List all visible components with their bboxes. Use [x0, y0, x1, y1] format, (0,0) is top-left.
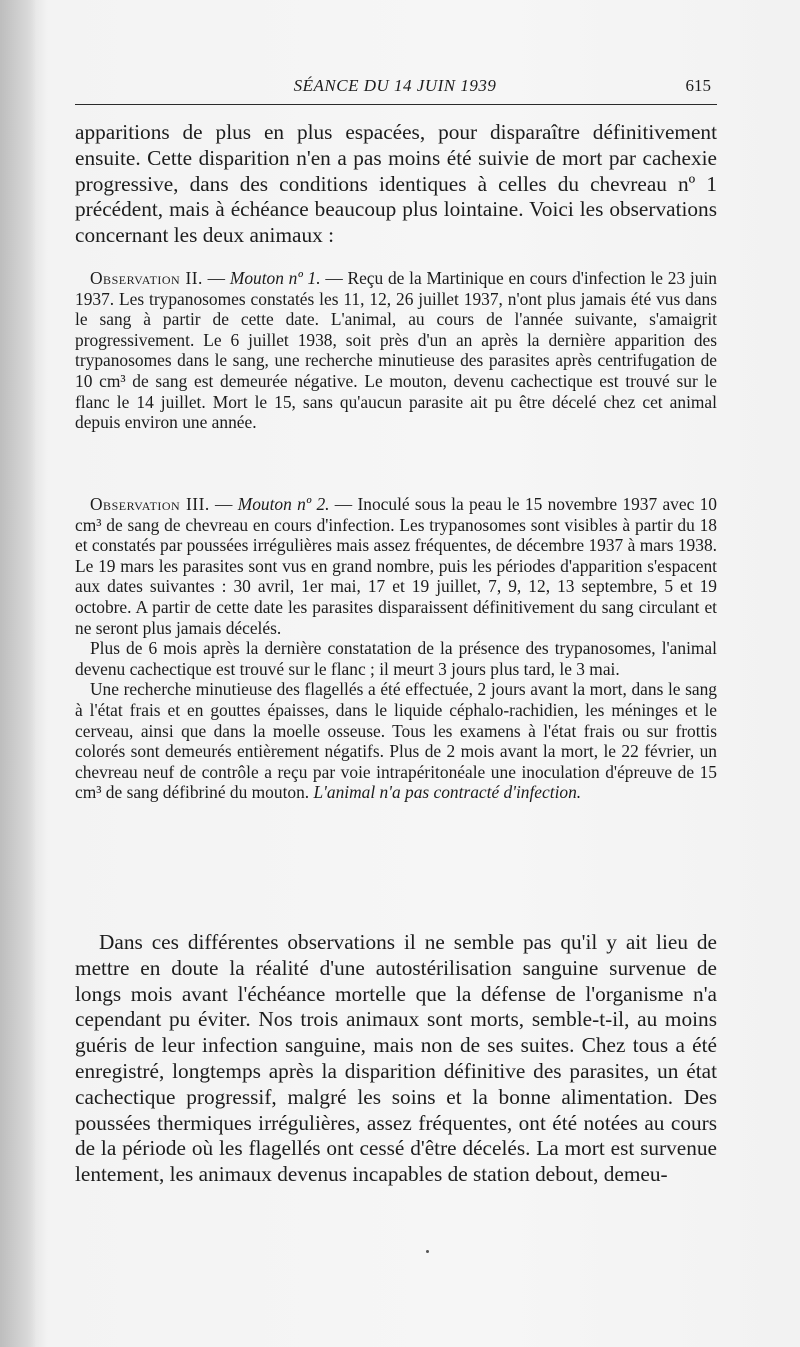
- observation-3-paragraph-3: [75, 679, 717, 803]
- page-header: [75, 74, 715, 104]
- observation-3-label: Observation III.: [90, 494, 210, 514]
- observation-3-subject: Mouton nº 2.: [237, 494, 330, 514]
- page-number: 615: [685, 76, 711, 95]
- running-title: SÉANCE DU 14 JUIN 1939: [293, 76, 497, 95]
- observation-3-dash: —: [209, 494, 238, 514]
- observation-3: [75, 494, 717, 803]
- observation-2-label: Observation II.: [90, 268, 203, 288]
- observation-3-text: Inoculé sous la peau le 15 novembre 1937 avec 10 cm³ de sang de chevreau en cours d'infection. Les trypanosomes sont visibles à partir du 18 et constatés par poussées irrégulières mais assez fréquentes, de décembre 1937 à mars 1938. Le 19 mars les parasites sont vus en grand nombre, puis les périodes d'apparition s'espacent aux dates suivantes : 30 avril, 1er mai, 17 et 19 juillet, 7, 9, 12, 13 septembre, 5 et 19 octobre. A partir de cette date les parasites disparaissent définitivement du sang circulant et ne seront plus jamais décelés.: [75, 494, 717, 638]
- intro-text: apparitions de plus en plus espacées, pour disparaître définitivement ensuite. Cette disparition n'en a pas moins été suivie de mort par cachexie progressive, dans des conditions identiques à celles du chevreau nº 1 précédent, mais à échéance beaucoup plus lointaine. Voici les observations concernant les deux animaux :: [75, 120, 717, 248]
- observation-2: [75, 268, 717, 433]
- observation-2-dash-2: —: [320, 268, 348, 288]
- observation-3-para3-conclusion: L'animal n'a pas contracté d'infection.: [313, 782, 582, 803]
- observation-2-dash: —: [202, 268, 230, 288]
- conclusion-text: Dans ces différentes observations il ne semble pas qu'il y ait lieu de mettre en doute la réalité d'une autostérilisation sanguine survenue de longs mois avant l'échéance mortelle que la défense de l'organisme n'a cependant pu éviter. Nos trois animaux sont morts, semble-t-il, au moins guéris de leur infection sanguine, mais non de ses suites. Chez tous a été enregistré, longtemps après la disparition définitive des parasites, un état cachectique progressif, malgré les soins et la bonne alimentation. Des poussées thermiques irrégulières, assez fréquentes, ont été notées au cours de la période où les flagellés ont cessé d'être décelés. La mort est survenue lentement, les animaux devenus incapables de station debout, demeu-: [75, 930, 717, 1187]
- book-spine-shadow: [0, 0, 36, 1347]
- intro-paragraph: [75, 120, 717, 249]
- header-rule: [75, 104, 717, 105]
- observation-3-para3-text: Une recherche minutieuse des flagellés a été effectuée, 2 jours avant la mort, dans le sang à l'état frais et en gouttes épaisses, dans le liquide céphalo-rachidien, les méninges et le cerveau, ainsi que dans la moelle osseuse. Tous les examens à l'état frais ou sur frottis colorés sont demeurés entièrement négatifs. Plus de 2 mois avant la mort, le 22 février, un chevreau neuf de contrôle a reçu par voie intrapéritonéale une inoculation d'épreuve de 15 cm³ de sang défibriné du mouton.: [75, 679, 717, 803]
- observation-3-dash-2: —: [329, 494, 358, 514]
- observation-2-text: Reçu de la Martinique en cours d'infection le 23 juin 1937. Les trypanosomes constatés les 11, 12, 26 juillet 1937, n'ont plus jamais été vus dans le sang à partir de cette date. L'animal, au cours de l'année suivante, s'amaigrit progressivement. Le 6 juillet 1938, soit près d'un an après la dernière apparition des trypanosomes dans le sang, une recherche minutieuse des parasites après centrifugation de 10 cm³ de sang est demeurée négative. Le mouton, devenu cachectique est trouvé sur le flanc le 14 juillet. Mort le 15, sans qu'aucun parasite ait pu être décelé chez cet animal depuis environ une année.: [75, 268, 717, 433]
- conclusion-paragraph: [75, 930, 717, 1188]
- observation-2-paragraph: [75, 268, 717, 433]
- observation-3-paragraph-1: [75, 494, 717, 638]
- page-speck: [426, 1250, 429, 1253]
- observation-2-subject: Mouton nº 1.: [229, 268, 321, 288]
- observation-3-paragraph-2: Plus de 6 mois après la dernière constatation de la présence des trypanosomes, l'animal devenu cachectique est trouvé sur le flanc ; il meurt 3 jours plus tard, le 3 mai.: [75, 638, 717, 679]
